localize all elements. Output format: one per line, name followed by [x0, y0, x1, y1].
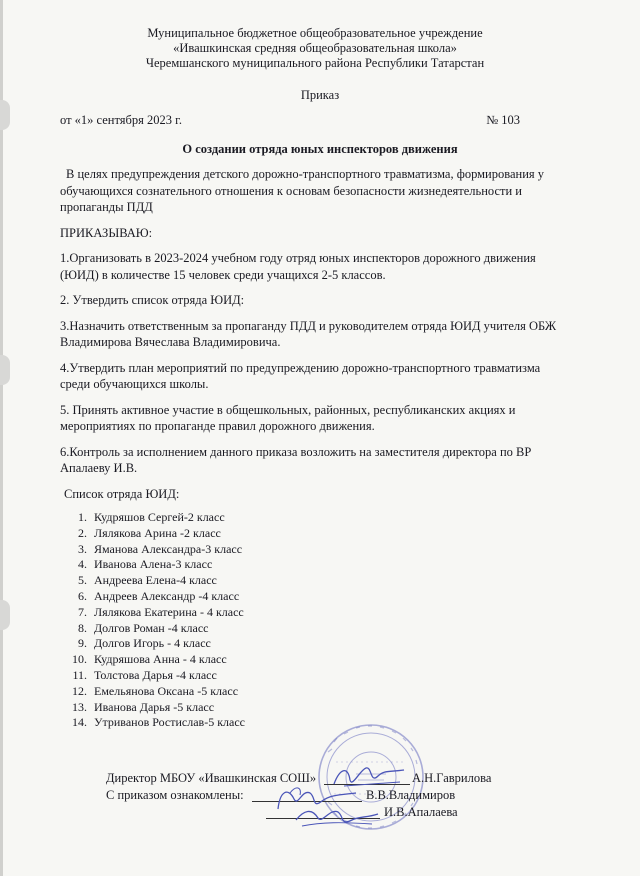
order-item: 1.Организовать в 2023-2024 учебном году отряд юных инспекторов дорожного движения (ЮИД) в количестве 15 человек среди учащихся 2-5 классов.	[60, 251, 536, 282]
order-item: 3.Назначить ответственным за пропаганду ПДД и руководителем отряда ЮИД учителя ОБЖ Владимирова Вячеслава Владимировича.	[60, 318, 557, 349]
order-date: от «1» сентября 2023 г.	[60, 113, 182, 127]
punch-hole-mark	[0, 355, 10, 385]
header-line: Муниципальное бюджетное общеобразовательное учреждение	[147, 26, 483, 40]
punch-hole-mark	[0, 600, 10, 630]
header-line: «Ивашкинская средняя общеобразовательная школа»	[173, 41, 457, 55]
punch-hole-mark	[0, 100, 10, 130]
list-item: 11. Толстова Дарья -4 класс	[90, 668, 565, 684]
list-item: 1. Кудряшов Сергей-2 класс	[90, 510, 565, 526]
order-item: 2. Утвердить список отряда ЮИД:	[60, 293, 245, 307]
scan-edge-shadow	[0, 0, 3, 876]
order-word: ПРИКАЗЫВАЮ:	[60, 225, 153, 240]
preamble: В целях предупреждения детского дорожно-транспортного травматизма, формирования у обучающихся сознательного отношения к основам безопасности жизнедеятельности и пропаганды ПДД	[60, 167, 545, 214]
list-item: 10. Кудряшова Анна - 4 класс	[90, 652, 565, 668]
list-item: 3. Яманова Александра-3 класс	[90, 542, 565, 558]
order-item: 6.Контроль за исполнением данного приказа возложить на заместителя директора по ВР Апалаеву И.В.	[60, 444, 532, 475]
document-type: Приказ	[300, 88, 340, 102]
director-name: А.Н.Гаврилова	[412, 771, 492, 785]
list-item: 6. Андреев Александр -4 класс	[90, 589, 565, 605]
list-item: 2. Лялякова Арина -2 класс	[90, 526, 565, 542]
order-item: 4.Утвердить план мероприятий по предупреждению дорожно-транспортного травматизма среди обучающихся школы.	[60, 360, 541, 391]
director-label: Директор МБОУ «Ивашкинская СОШ»	[106, 771, 317, 785]
date-line	[60, 113, 520, 128]
institution-header	[100, 26, 530, 71]
list-item: 13. Иванова Дарья -5 класс	[90, 700, 565, 716]
document-body	[60, 166, 565, 731]
acquainted-person-1: В.В.Владимиров	[366, 788, 456, 802]
member-list	[60, 510, 565, 731]
header-line: Черемшанского муниципального района Республики Татарстан	[145, 56, 485, 70]
acquainted-person-2: И.В.Апалаева	[384, 805, 458, 819]
acquainted-label: С приказом ознакомлены:	[106, 788, 244, 802]
list-item: 14. Утриванов Ростислав-5 класс	[90, 715, 565, 731]
list-item: 7. Лялякова Екатерина - 4 класс	[90, 605, 565, 621]
order-number: № 103	[486, 113, 520, 127]
acquainted-signature-2	[292, 800, 382, 832]
list-item: 4. Иванова Алена-3 класс	[90, 557, 565, 573]
list-heading: Список отряда ЮИД:	[64, 486, 180, 501]
order-item: 5. Принять активное участие в общешкольных, районных, республиканских акциях и мероприятиях по пропаганде правил дорожного движения.	[60, 402, 516, 433]
list-item: 9. Долгов Игорь - 4 класс	[90, 636, 565, 652]
document-title: О создании отряда юных инспекторов движения	[182, 142, 458, 156]
list-item: 5. Андреева Елена-4 класс	[90, 573, 565, 589]
list-item: 8. Долгов Роман -4 класс	[90, 621, 565, 637]
list-item: 12. Емельянова Оксана -5 класс	[90, 684, 565, 700]
